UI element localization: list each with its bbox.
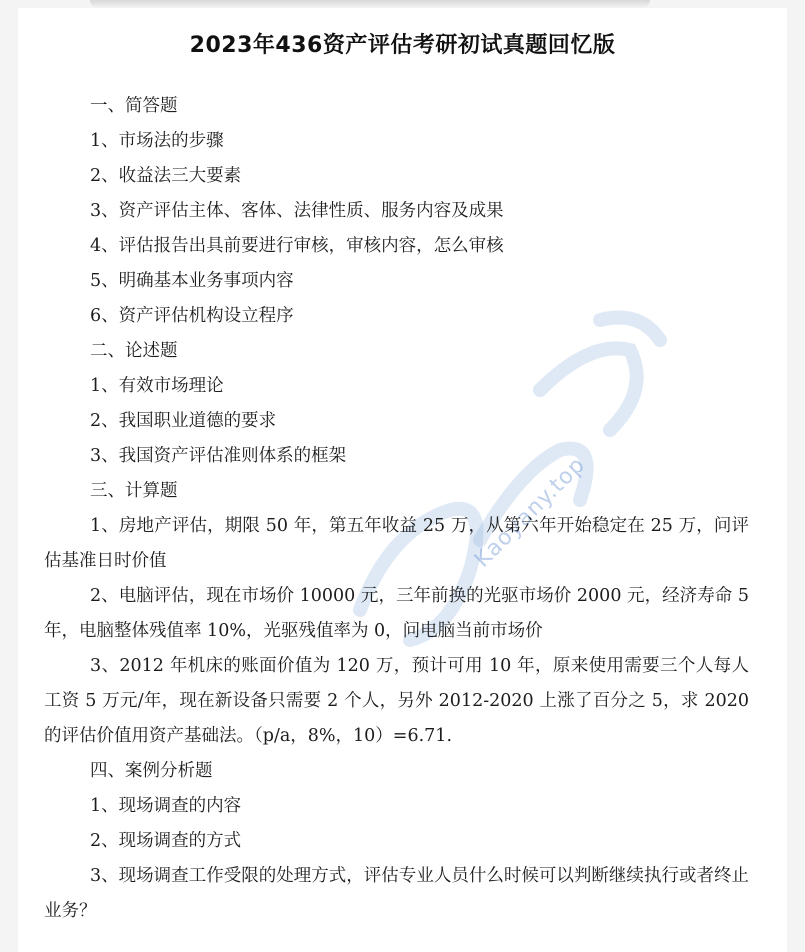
problem-paragraph: 2、电脑评估，现在市场价 10000 元，三年前换的光驱市场价 2000 元，经济寿命 5 年，电脑整体残值率 10%，光驱残值率为 0，问电脑当前市场价 (44, 586, 749, 641)
list-item: 4、评估报告出具前要进行审核，审核内容，怎么审核 (90, 236, 504, 256)
section-heading: 一、简答题 (90, 96, 178, 116)
list-item: 5、明确基本业务事项内容 (90, 271, 294, 291)
document-title: 2023年436资产评估考研初试真题回忆版 (189, 33, 616, 58)
section-heading: 三、计算题 (90, 481, 178, 501)
problem-paragraph: 1、房地产评估，期限 50 年，第五年收益 25 万，从第六年开始稳定在 25 万，问评估基准日时价值 (44, 516, 749, 571)
list-item: 1、有效市场理论 (90, 376, 224, 396)
problem-paragraph: 3、2012 年机床的账面价值为 120 万，预计可用 10 年，原来使用需要三个人每人工资 5 万元/年，现在新设备只需要 2 个人，另外 2012-2020 上涨了百分之 5，求 2020 的评估价值用资产基础法。（p/a，8%，10）=6.71. (44, 656, 749, 746)
list-item: 1、市场法的步骤 (90, 131, 224, 151)
list-item: 6、资产评估机构设立程序 (90, 306, 294, 326)
list-item: 1、现场调查的内容 (90, 796, 242, 816)
list-item: 2、现场调查的方式 (90, 831, 242, 851)
list-item: 2、我国职业道德的要求 (90, 411, 277, 431)
list-item: 3、我国资产评估准则体系的框架 (90, 446, 347, 466)
list-item: 3、资产评估主体、客体、法律性质、服务内容及成果 (90, 201, 504, 221)
problem-paragraph: 3、现场调查工作受限的处理方式，评估专业人员什么时候可以判断继续执行或者终止业务？ (44, 866, 749, 921)
watermark-text: Kaoyany.top (470, 452, 591, 573)
section-heading: 二、论述题 (90, 341, 178, 361)
list-item: 2、收益法三大要素 (90, 166, 242, 186)
section-heading: 四、案例分析题 (90, 761, 213, 781)
